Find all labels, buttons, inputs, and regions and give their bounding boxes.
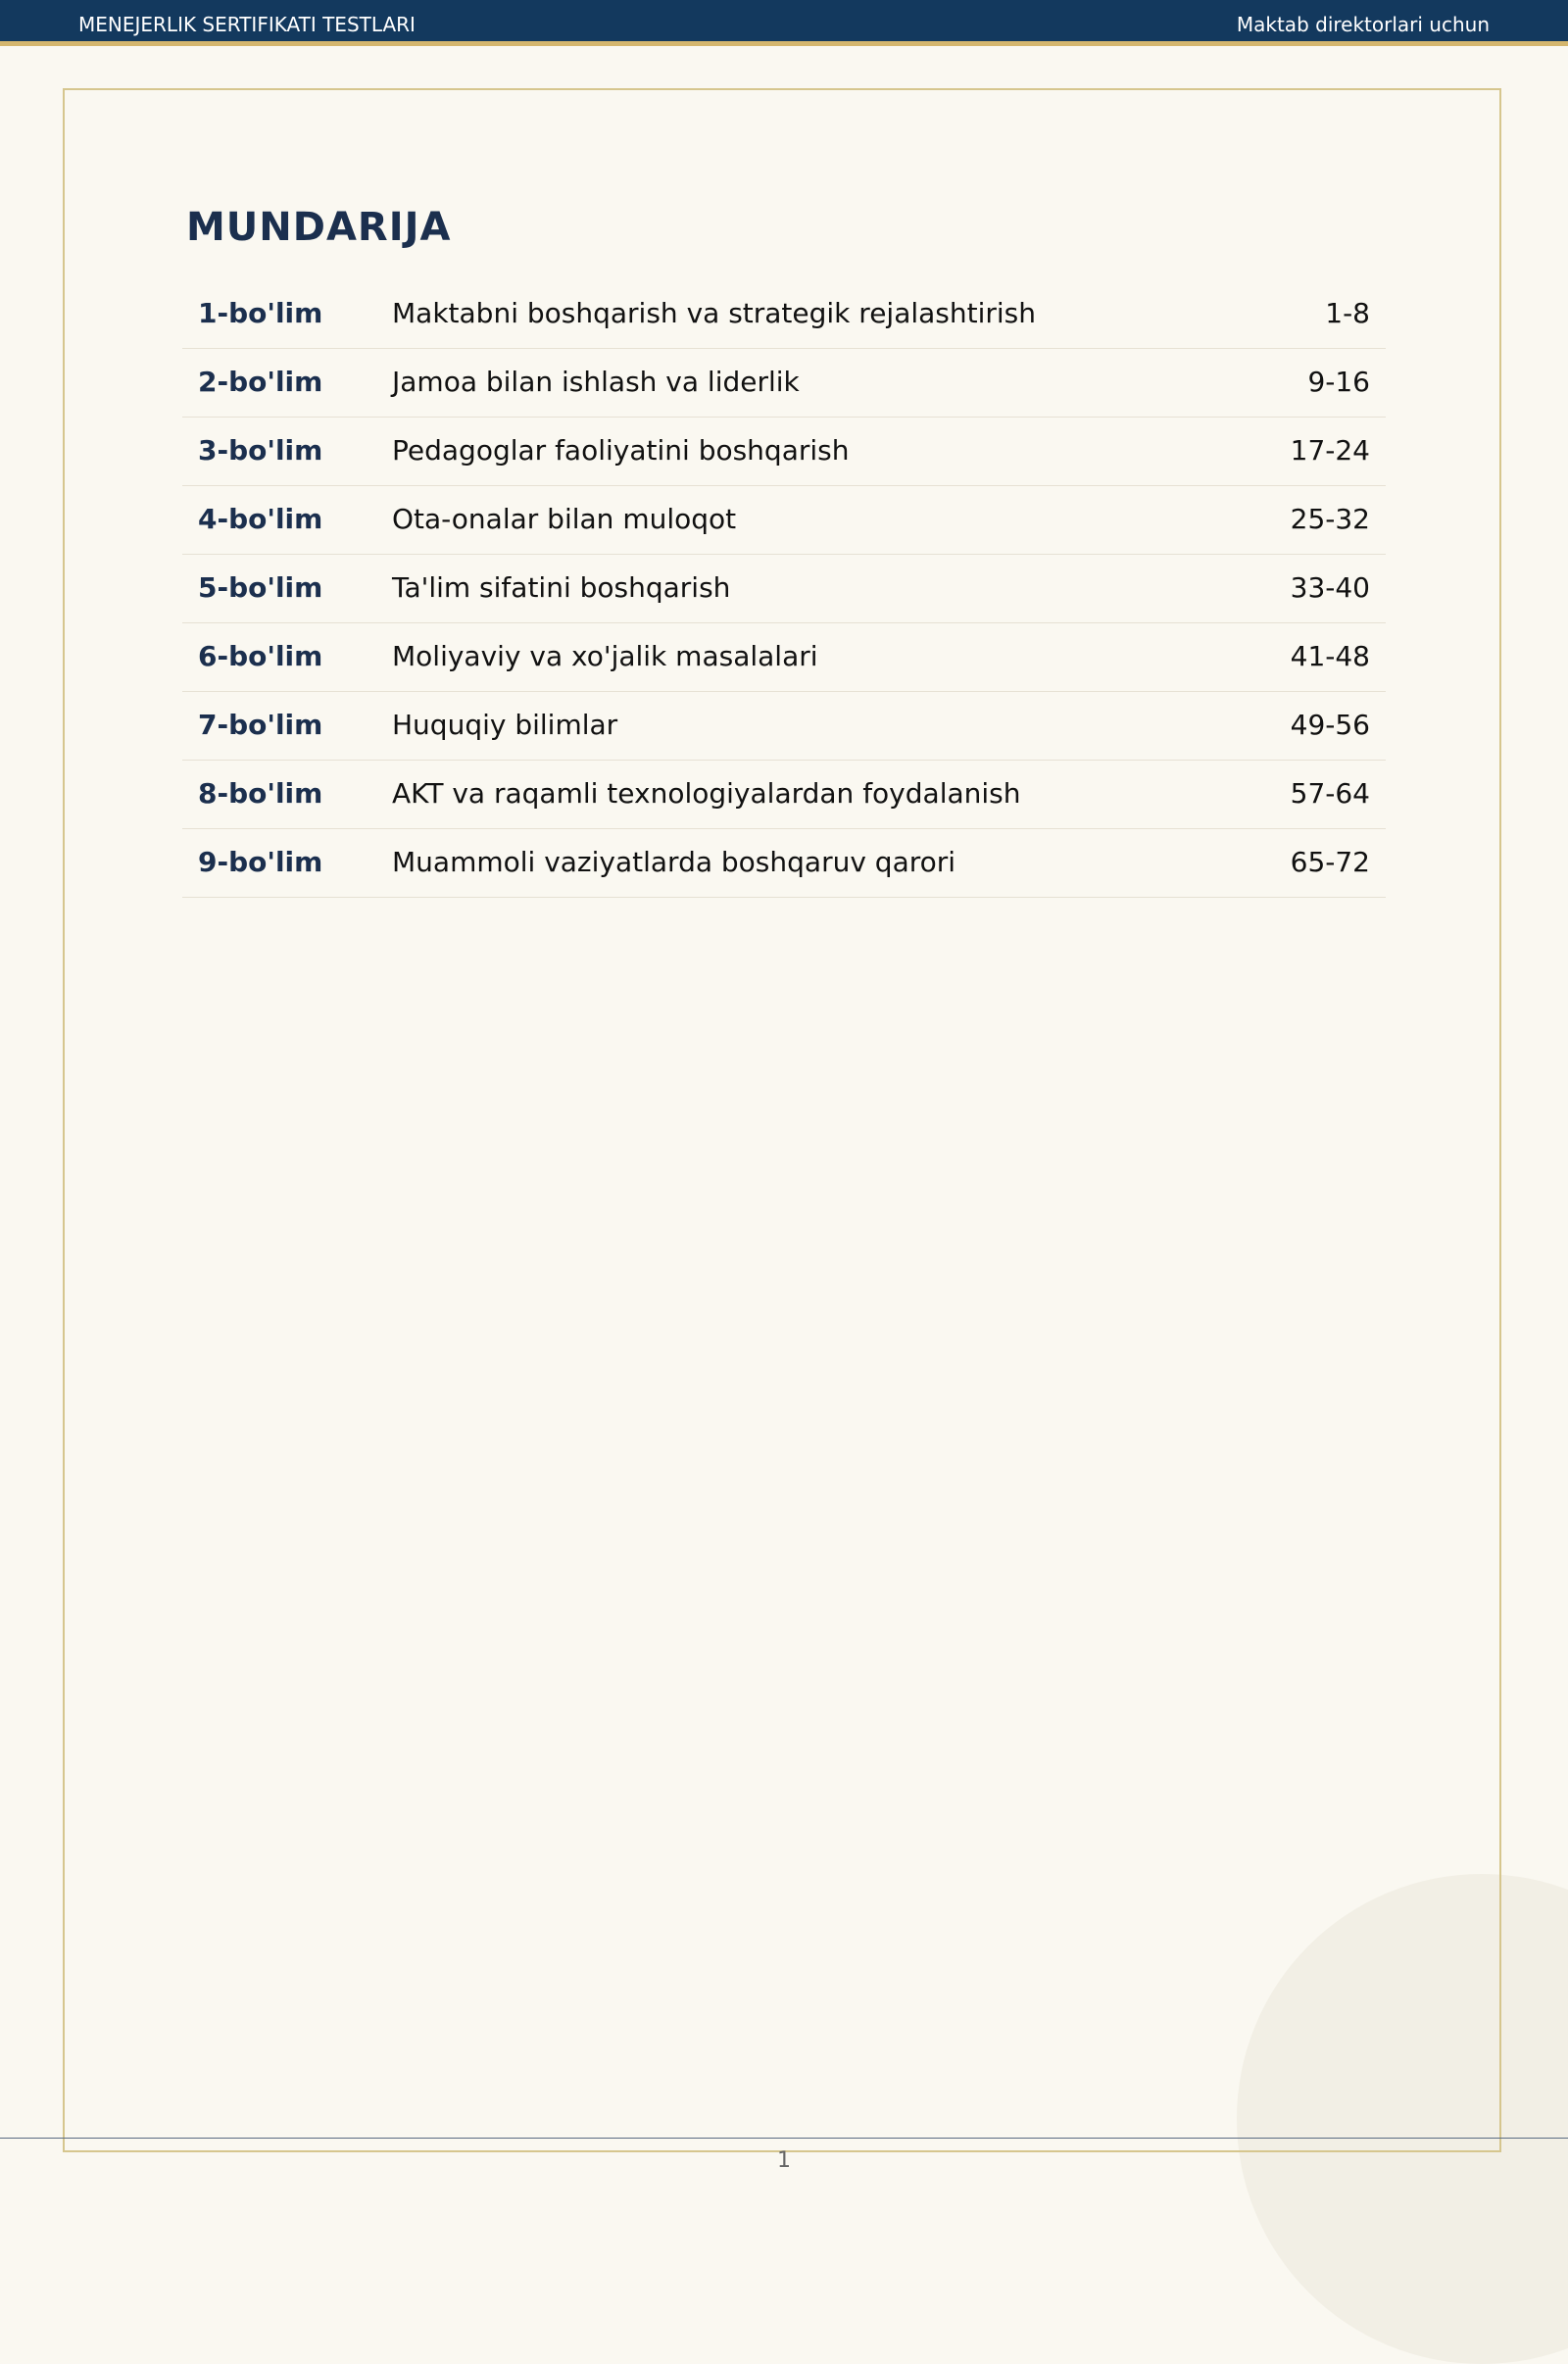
toc-section-title: Jamoa bilan ishlash va liderlik <box>392 366 800 398</box>
toc-section-number: 6-bo'lim <box>198 640 323 672</box>
toc-item-5[interactable] <box>182 555 1386 623</box>
toc-section-title: Moliyaviy va xo'jalik masalalari <box>392 640 818 672</box>
toc-section-title: Muammoli vaziyatlarda boshqaruv qarori <box>392 846 956 878</box>
toc-section-title: Maktabni boshqarish va strategik rejalashtirish <box>392 297 1037 329</box>
toc-item-9[interactable] <box>182 829 1386 898</box>
toc-section-number: 9-bo'lim <box>198 846 323 878</box>
toc-section-number: 5-bo'lim <box>198 571 323 604</box>
toc-item-1[interactable] <box>182 280 1386 349</box>
toc-item-3[interactable] <box>182 418 1386 486</box>
toc-item-8[interactable] <box>182 761 1386 829</box>
toc-page-range: 9-16 <box>1307 366 1370 398</box>
footer-divider <box>0 2138 1568 2139</box>
toc-item-2[interactable] <box>182 349 1386 418</box>
toc-page-range: 1-8 <box>1325 297 1370 329</box>
toc-page-range: 25-32 <box>1290 503 1370 535</box>
toc-page-range: 17-24 <box>1290 434 1370 467</box>
toc-page-range: 65-72 <box>1290 846 1370 878</box>
toc-section-number: 8-bo'lim <box>198 777 323 810</box>
table-of-contents <box>182 280 1386 898</box>
toc-item-7[interactable] <box>182 692 1386 761</box>
toc-section-number: 2-bo'lim <box>198 366 323 398</box>
toc-page-range: 33-40 <box>1290 571 1370 604</box>
toc-section-title: Ota-onalar bilan muloqot <box>392 503 737 535</box>
toc-section-number: 1-bo'lim <box>198 297 323 329</box>
toc-section-number: 4-bo'lim <box>198 503 323 535</box>
toc-section-title: Ta'lim sifatini boshqarish <box>392 571 731 604</box>
toc-item-6[interactable] <box>182 623 1386 692</box>
page-number: 1 <box>777 2148 791 2173</box>
toc-section-number: 7-bo'lim <box>198 709 323 741</box>
toc-section-title: AKT va raqamli texnologiyalardan foydalanish <box>392 777 1021 810</box>
page-header <box>0 0 1568 46</box>
header-audience: Maktab direktorlari uchun <box>1236 13 1490 36</box>
toc-page-range: 49-56 <box>1290 709 1370 741</box>
toc-section-number: 3-bo'lim <box>198 434 323 467</box>
header-title: MENEJERLIK SERTIFIKATI TESTLARI <box>78 13 416 36</box>
toc-item-4[interactable] <box>182 486 1386 555</box>
toc-page-range: 57-64 <box>1290 777 1370 810</box>
toc-section-title: Huquqiy bilimlar <box>392 709 618 741</box>
toc-section-title: Pedagoglar faoliyatini boshqarish <box>392 434 850 467</box>
toc-page-range: 41-48 <box>1290 640 1370 672</box>
toc-title: MUNDARIJA <box>186 205 452 250</box>
